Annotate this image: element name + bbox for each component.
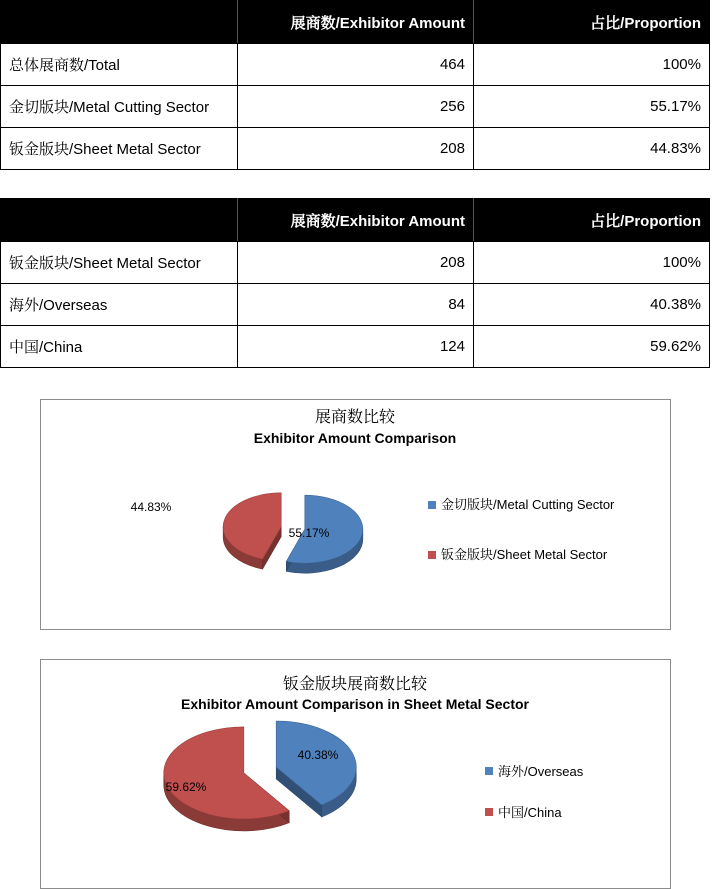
row-label: 海外/Overseas — [1, 284, 238, 326]
row-label: 钣金版块/Sheet Metal Sector — [1, 128, 238, 170]
row-proportion: 55.17% — [474, 86, 710, 128]
legend-swatch — [428, 501, 436, 509]
pie-data-label: 40.38% — [297, 748, 339, 762]
table-header-row — [1, 199, 710, 242]
pie-slice — [276, 721, 356, 817]
legend-swatch — [428, 551, 436, 559]
chart-title: 钣金版块展商数比较 — [282, 674, 428, 693]
row-proportion: 100% — [474, 242, 710, 284]
pie-slice — [164, 727, 289, 831]
row-amount: 84 — [238, 284, 474, 326]
row-proportion: 40.38% — [474, 284, 710, 326]
pie-data-label: 55.17% — [288, 526, 330, 540]
row-amount: 208 — [238, 128, 474, 170]
chart-subtitle: Exhibitor Amount Comparison — [253, 430, 457, 446]
header-cell — [1, 1, 238, 44]
pie-data-label: 59.62% — [165, 780, 207, 794]
table-row — [1, 242, 710, 284]
legend-entry: 中国/China — [498, 805, 562, 820]
chart-canvas — [41, 400, 670, 629]
table-row — [1, 44, 710, 86]
header-proportion: 占比/Proportion — [474, 1, 710, 44]
row-proportion: 44.83% — [474, 128, 710, 170]
table-header-row — [1, 1, 710, 44]
legend-entry: 金切版块/Metal Cutting Sector — [441, 497, 615, 512]
header-proportion: 占比/Proportion — [474, 199, 710, 242]
sheet-metal-breakdown-table — [0, 198, 710, 368]
table-row — [1, 326, 710, 368]
header-cell — [1, 199, 238, 242]
legend-entry: 海外/Overseas — [498, 764, 584, 779]
row-amount: 464 — [238, 44, 474, 86]
sheet-metal-comparison-chart — [40, 659, 671, 889]
header-exhibitor-amount: 展商数/Exhibitor Amount — [238, 1, 474, 44]
header-exhibitor-amount: 展商数/Exhibitor Amount — [238, 199, 474, 242]
legend-swatch — [485, 767, 493, 775]
chart-canvas — [41, 660, 670, 888]
row-amount: 256 — [238, 86, 474, 128]
legend-swatch — [485, 808, 493, 816]
row-label: 中国/China — [1, 326, 238, 368]
sector-summary-table — [0, 0, 710, 170]
row-amount: 124 — [238, 326, 474, 368]
row-proportion: 59.62% — [474, 326, 710, 368]
row-label: 总体展商数/Total — [1, 44, 238, 86]
row-amount: 208 — [238, 242, 474, 284]
chart-subtitle: Exhibitor Amount Comparison in Sheet Metal Sector — [181, 696, 529, 712]
chart-title: 展商数比较 — [314, 407, 396, 426]
row-label: 金切版块/Metal Cutting Sector — [1, 86, 238, 128]
pie-slice — [223, 493, 281, 569]
pie-data-label: 44.83% — [130, 500, 172, 514]
exhibitor-comparison-chart — [40, 399, 671, 630]
legend-entry: 钣金版块/Sheet Metal Sector — [441, 547, 608, 562]
table-row — [1, 128, 710, 170]
row-label: 钣金版块/Sheet Metal Sector — [1, 242, 238, 284]
row-proportion: 100% — [474, 44, 710, 86]
table-row — [1, 284, 710, 326]
table-row — [1, 86, 710, 128]
